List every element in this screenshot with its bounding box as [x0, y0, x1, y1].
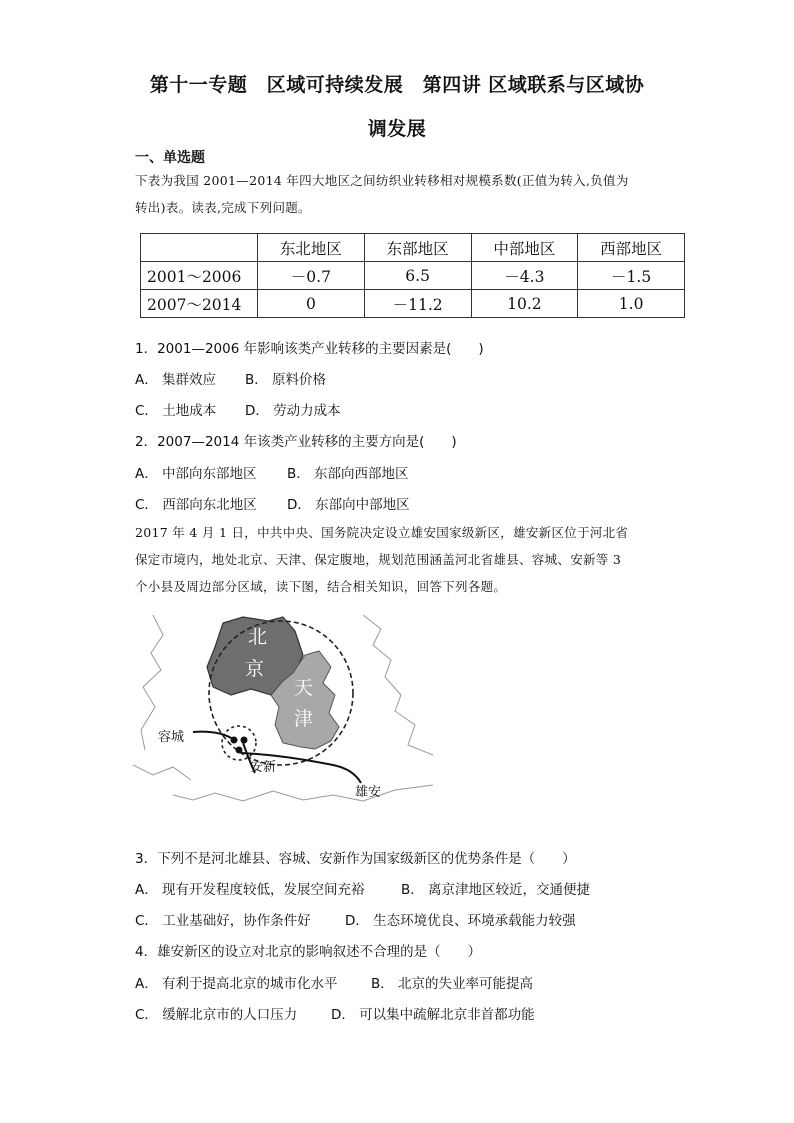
tianjin-label-2: 津	[294, 708, 314, 730]
option-2b[interactable]: B． 东部向西部地区	[287, 466, 409, 482]
table-header-cell: 中部地区	[471, 234, 578, 262]
option-3b[interactable]: B． 离京津地区较近，交通便捷	[401, 882, 591, 898]
anxin-dot	[241, 737, 248, 744]
question-4-options-row-2	[135, 1003, 535, 1023]
option-3c[interactable]: C． 工业基础好，协作条件好	[135, 913, 311, 929]
table-header-cell: 西部地区	[578, 234, 685, 262]
option-4a[interactable]: A． 有利于提高北京的城市化水平	[135, 976, 338, 992]
option-1c[interactable]: C． 土地成本	[135, 403, 217, 419]
beijing-label-2: 京	[245, 658, 265, 680]
table-header-row	[141, 234, 685, 262]
table-row	[141, 290, 685, 318]
option-3a[interactable]: A． 现有开发程度较低，发展空间充裕	[135, 882, 365, 898]
option-1b[interactable]: B． 原料价格	[245, 372, 327, 388]
rongcheng-leader	[193, 732, 233, 739]
question-3-options-row-1	[135, 878, 590, 898]
intro1-line-2: 转出)表。读表,完成下列问题。	[135, 200, 311, 215]
question-1-options-row-1	[135, 368, 326, 388]
option-1a[interactable]: A． 集群效应	[135, 372, 217, 388]
option-2a[interactable]: A． 中部向东部地区	[135, 466, 257, 482]
xiongan-label: 雄安	[355, 785, 382, 800]
table-cell: 0	[258, 290, 365, 318]
option-2d[interactable]: D． 东部向中部地区	[287, 497, 410, 513]
table-cell: 10.2	[471, 290, 578, 318]
intro-paragraph-1	[135, 167, 665, 221]
question-2-options-row-1	[135, 462, 409, 482]
option-2c[interactable]: C． 西部向东北地区	[135, 497, 257, 513]
intro2-line-3: 个小县及周边部分区域，读下图，结合相关知识，回答下列各题。	[135, 579, 507, 594]
question-3-stem: 3．下列不是河北雄县、容城、安新作为国家级新区的优势条件是（ ）	[135, 851, 576, 867]
anxin-label: 安新	[250, 760, 277, 775]
title-line-2: 调发展	[367, 118, 427, 140]
option-4c[interactable]: C． 缓解北京市的人口压力	[135, 1007, 298, 1023]
section-heading: 一、单选题	[135, 150, 205, 166]
transfer-coefficient-table	[140, 233, 685, 318]
table-cell: 2001～2006	[141, 262, 258, 290]
intro1-line-1: 下表为我国 2001—2014 年四大地区之间纺织业转移相对规模系数(正值为转入,负值为	[135, 173, 629, 188]
option-3d[interactable]: D． 生态环境优良、环境承载能力较强	[345, 913, 576, 929]
xiongan-map	[133, 615, 433, 835]
question-3-options-row-2	[135, 909, 576, 929]
question-4-options-row-1	[135, 972, 533, 992]
table-cell: －0.7	[258, 262, 365, 290]
question-2-stem: 2．2007—2014 年该类产业转移的主要方向是( )	[135, 434, 457, 450]
question-1-stem: 1．2001—2006 年影响该类产业转移的主要因素是( )	[135, 341, 484, 357]
option-4d[interactable]: D． 可以集中疏解北京非首都功能	[331, 1007, 535, 1023]
table-cell: －11.2	[364, 290, 471, 318]
question-2-options-row-2	[135, 493, 410, 513]
intro-paragraph-2	[135, 519, 680, 600]
table-cell: 2007～2014	[141, 290, 258, 318]
table-header-cell: 东部地区	[364, 234, 471, 262]
question-1-options-row-2	[135, 399, 341, 419]
table-header-cell: 东北地区	[258, 234, 365, 262]
intro2-line-1: 2017 年 4 月 1 日，中共中央、国务院决定设立雄安国家级新区，雄安新区位于河北省	[135, 525, 629, 540]
tianjin-label-1: 天	[294, 677, 314, 699]
table-row	[141, 262, 685, 290]
question-4-stem: 4．雄安新区的设立对北京的影响叙述不合理的是（ ）	[135, 944, 482, 960]
table-cell: 6.5	[364, 262, 471, 290]
table-cell: －4.3	[471, 262, 578, 290]
option-4b[interactable]: B． 北京的失业率可能提高	[371, 976, 534, 992]
rongcheng-label: 容城	[158, 730, 185, 745]
xiongan-circle	[222, 726, 256, 760]
table-cell: －1.5	[578, 262, 685, 290]
table-header-cell	[141, 234, 258, 262]
beijing-label-1: 北	[248, 626, 268, 648]
title-line-1: 第十一专题 区域可持续发展 第四讲 区域联系与区域协	[149, 74, 645, 96]
table-cell: 1.0	[578, 290, 685, 318]
intro2-line-2: 保定市境内，地处北京、天津、保定腹地，规划范围涵盖河北省雄县、容城、安新等 3	[135, 552, 622, 567]
option-1d[interactable]: D． 劳动力成本	[245, 403, 341, 419]
